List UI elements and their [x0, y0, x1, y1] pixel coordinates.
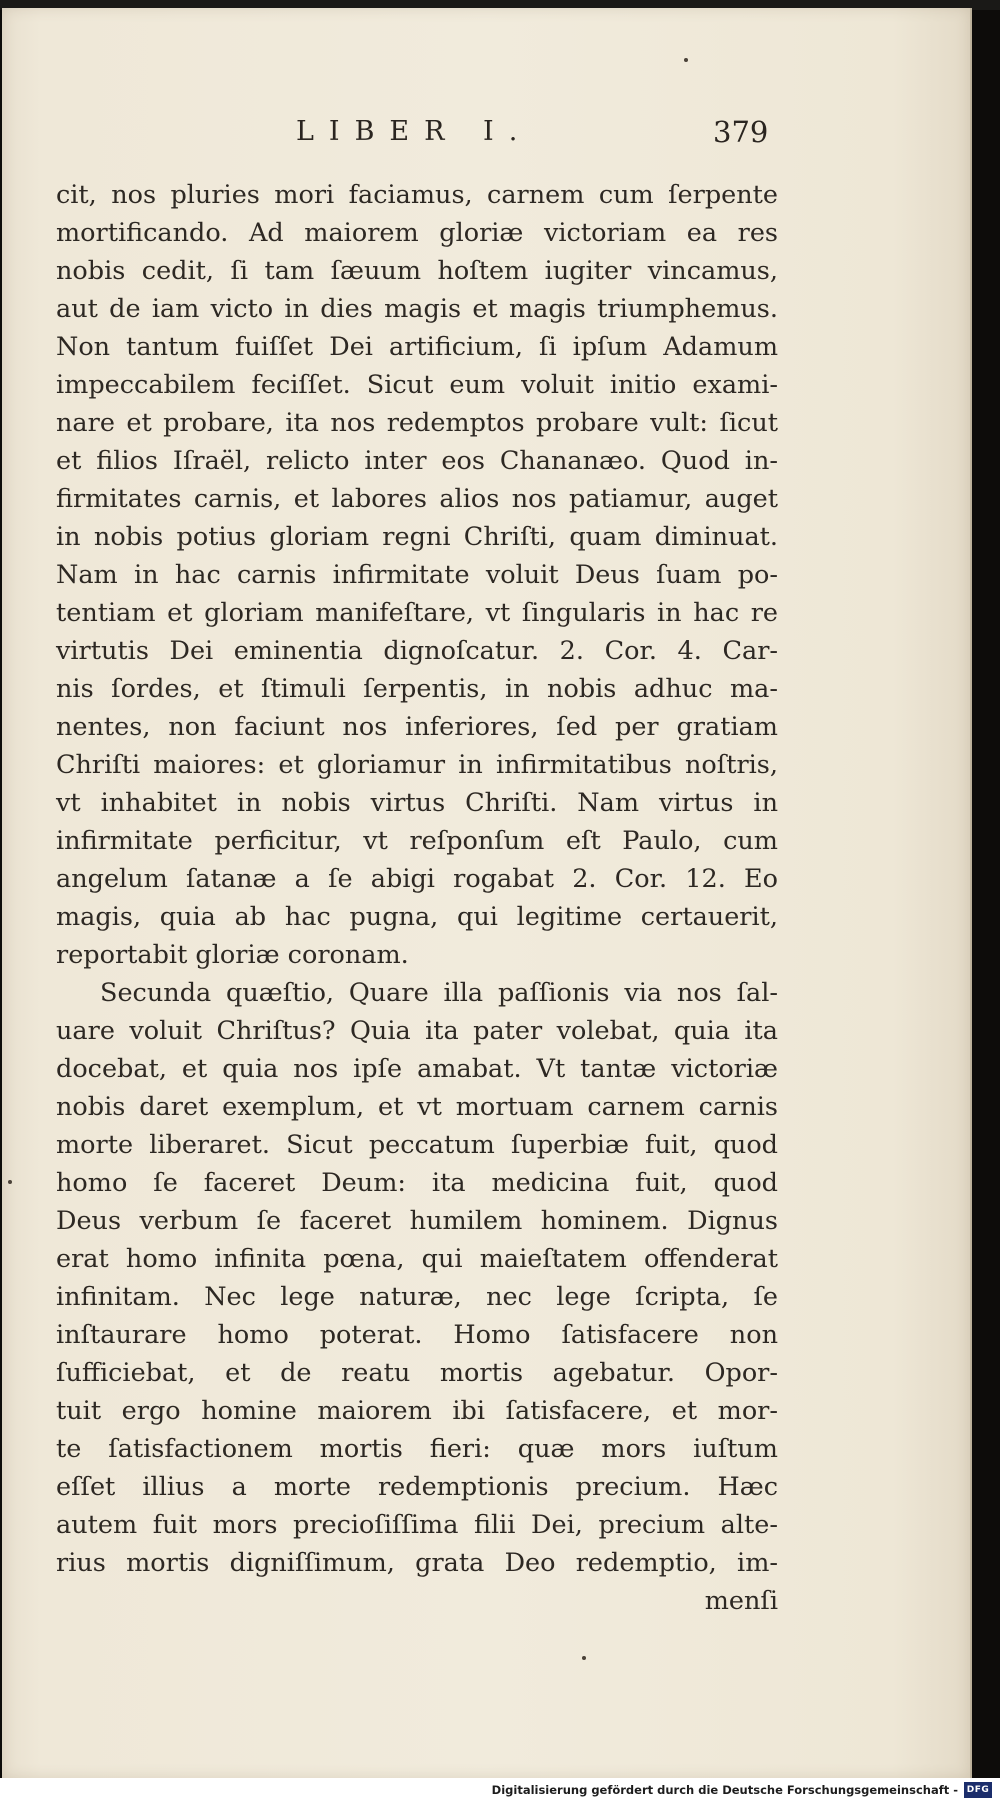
text-line: erat homo infinita pœna, qui maieſtatem offenderat	[56, 1244, 778, 1274]
text-line: Non tantum fuiſſet Dei artificium, ſi ipſum Adamum	[56, 332, 778, 362]
page-number: 379	[713, 115, 769, 149]
text-line: vt inhabitet in nobis virtus Chriſti. Nam virtus in	[56, 788, 778, 818]
text-line: tuit ergo homine maiorem ibi ſatisfacere, et mor-	[56, 1396, 778, 1426]
text-line: nentes, non faciunt nos inferiores, ſed per gratiam	[56, 712, 778, 742]
text-line: infinitam. Nec lege naturæ, nec lege ſcripta, ſe	[56, 1282, 778, 1312]
page-mark-bottom	[582, 1656, 586, 1660]
text-line: cit, nos pluries mori faciamus, carnem cum ſerpente	[56, 180, 778, 210]
text-line: ſufficiebat, et de reatu mortis agebatur. Opor-	[56, 1358, 778, 1388]
text-line: morte liberaret. Sicut peccatum ſuperbiæ fuit, quod	[56, 1130, 778, 1160]
text-line: nare et probare, ita nos redemptos probare vult: ſicut	[56, 408, 778, 438]
text-line: Chriſti maiores: et gloriamur in infirmitatibus noſtris,	[56, 750, 778, 780]
text-line: infirmitate perficitur, vt reſponſum eſt Paulo, cum	[56, 826, 778, 856]
text-line: nis ſordes, et ſtimuli ſerpentis, in nobis adhuc ma-	[56, 674, 778, 704]
catchword: menſi	[704, 1586, 778, 1616]
funding-credit: Digitalisierung gefördert durch die Deutsche Forschungsgemeinschaft -	[491, 1783, 958, 1797]
running-head: LIBER I.	[296, 116, 533, 147]
text-line: inſtaurare homo poterat. Homo ſatisfacere non	[56, 1320, 778, 1350]
text-line: Nam in hac carnis infirmitate voluit Deus ſuam po-	[56, 560, 778, 590]
book-page	[2, 8, 970, 1778]
digitization-footer	[0, 1778, 1000, 1803]
text-line: Deus verbum ſe faceret humilem hominem. Dignus	[56, 1206, 778, 1236]
text-line: magis, quia ab hac pugna, qui legitime certauerit,	[56, 902, 778, 932]
text-line-paragraph-end: reportabit gloriæ coronam.	[56, 940, 409, 970]
page-mark-top	[684, 58, 688, 62]
text-line: autem fuit mors precioſiſſima filii Dei, precium alte-	[56, 1510, 778, 1540]
text-line: te ſatisfactionem mortis fieri: quæ mors iuſtum	[56, 1434, 778, 1464]
text-line: eſſet illius a morte redemptionis precium. Hæc	[56, 1472, 778, 1502]
text-line-paragraph-start: Secunda quæſtio, Quare illa paſſionis via nos ſal-	[100, 978, 778, 1008]
text-line: uare voluit Chriſtus? Quia ita pater volebat, quia ita	[56, 1016, 778, 1046]
text-line: rius mortis digniſſimum, grata Deo redemptio, im-	[56, 1548, 778, 1578]
text-line: aut de iam victo in dies magis et magis triumphemus.	[56, 294, 778, 324]
text-line: nobis daret exemplum, et vt mortuam carnem carnis	[56, 1092, 778, 1122]
text-line: homo ſe faceret Deum: ita medicina fuit, quod	[56, 1168, 778, 1198]
text-line: impeccabilem feciſſet. Sicut eum voluit initio exami-	[56, 370, 778, 400]
text-line: virtutis Dei eminentia dignoſcatur. 2. Cor. 4. Car-	[56, 636, 778, 666]
page-mark-left	[8, 1180, 12, 1184]
text-line: mortificando. Ad maiorem gloriæ victoriam ea res	[56, 218, 778, 248]
text-line: in nobis potius gloriam regni Chriſti, quam diminuat.	[56, 522, 778, 552]
text-line: tentiam et gloriam manifeſtare, vt ſingularis in hac re	[56, 598, 778, 628]
body-text	[56, 176, 778, 1620]
text-line: docebat, et quia nos ipſe amabat. Vt tantæ victoriæ	[56, 1054, 778, 1084]
page-header	[2, 112, 970, 152]
text-line: firmitates carnis, et labores alios nos patiamur, auget	[56, 484, 778, 514]
text-line: et filios Iſraël, relicto inter eos Chananæo. Quod in-	[56, 446, 778, 476]
text-line: angelum ſatanæ a ſe abigi rogabat 2. Cor. 12. Eo	[56, 864, 778, 894]
text-line: nobis cedit, ſi tam ſæuum hoſtem iugiter vincamus,	[56, 256, 778, 286]
dfg-logo: DFG	[964, 1782, 992, 1798]
